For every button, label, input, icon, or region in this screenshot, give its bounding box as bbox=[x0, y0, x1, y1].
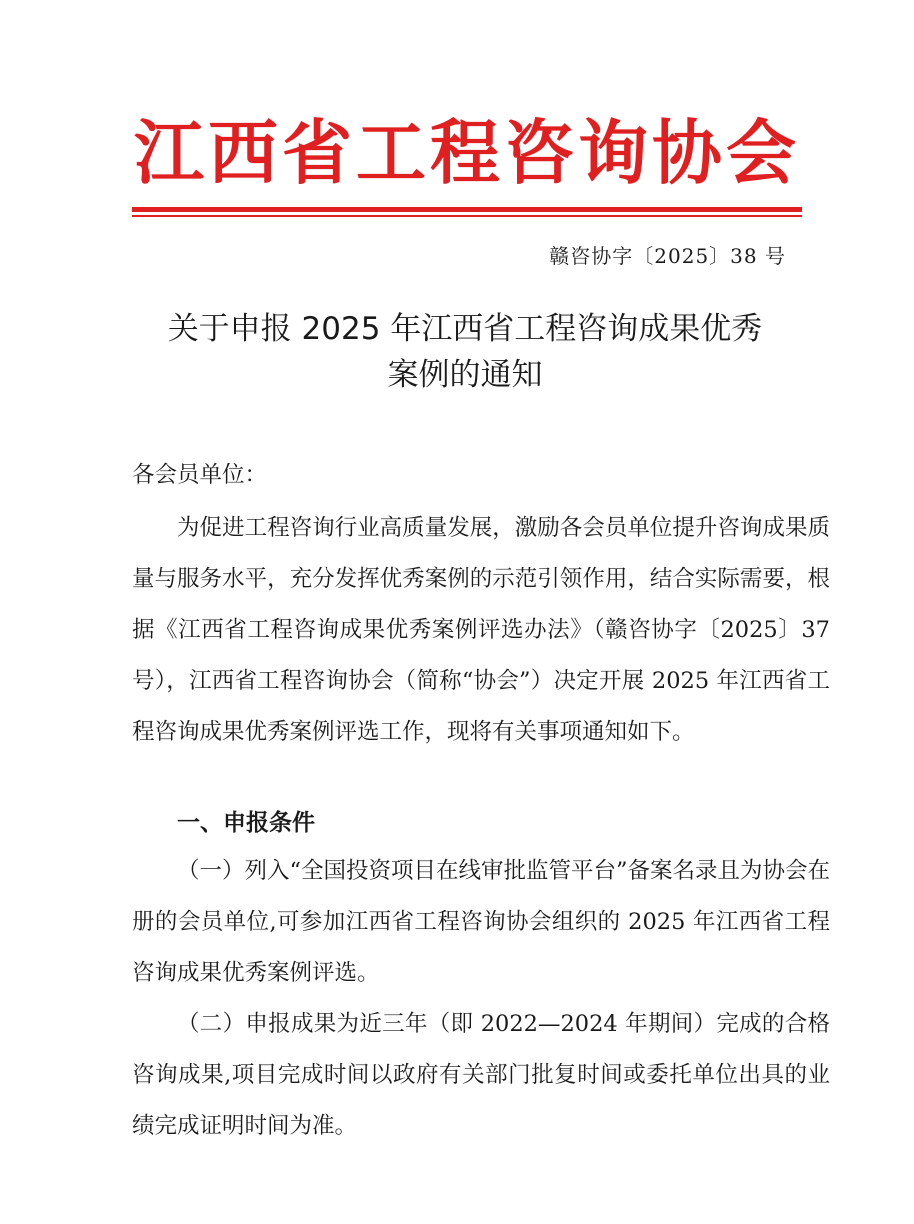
document-title-line2: 案例的通知 bbox=[387, 357, 543, 393]
intro-paragraph: 为促进工程咨询行业高质量发展，激励各会员单位提升咨询成果质量与服务水平，充分发挥优秀案例的示范引领作用，结合实际需要，根据《江西省工程咨询成果优秀案例评选办法》（赣咨协字〔2025〕37 号），江西省工程咨询协会（简称“协会”）决定开展 2025 年江西省工程咨询成果优秀案例评选工作，现将有关事项通知如下。 bbox=[132, 515, 830, 745]
section-heading-application-conditions: 一、申报条件 bbox=[177, 810, 315, 836]
letterhead-red-rule bbox=[132, 207, 802, 212]
salutation: 各会员单位： bbox=[132, 462, 268, 488]
condition-item-1: （一）列入“全国投资项目在线审批监管平台”备案名录且为协会在册的会员单位,可参加江西省工程咨询协会组织的 2025 年江西省工程咨询成果优秀案例评选。 bbox=[132, 858, 831, 986]
letterhead-organization-name: 江西省工程咨询协会 bbox=[134, 111, 800, 194]
document-number: 赣咨协字〔2025〕38 号 bbox=[549, 244, 786, 268]
document-title-line1: 关于申报 2025 年江西省工程咨询成果优秀 bbox=[167, 311, 763, 347]
document-title bbox=[100, 306, 830, 398]
letterhead-red-rule-thin bbox=[132, 215, 802, 217]
condition-item-2: （二）申报成果为近三年（即 2022—2024 年期间）完成的合格咨询成果,项目完成时间以政府有关部门批复时间或委托单位出具的业绩完成证明时间为准。 bbox=[132, 1011, 830, 1139]
